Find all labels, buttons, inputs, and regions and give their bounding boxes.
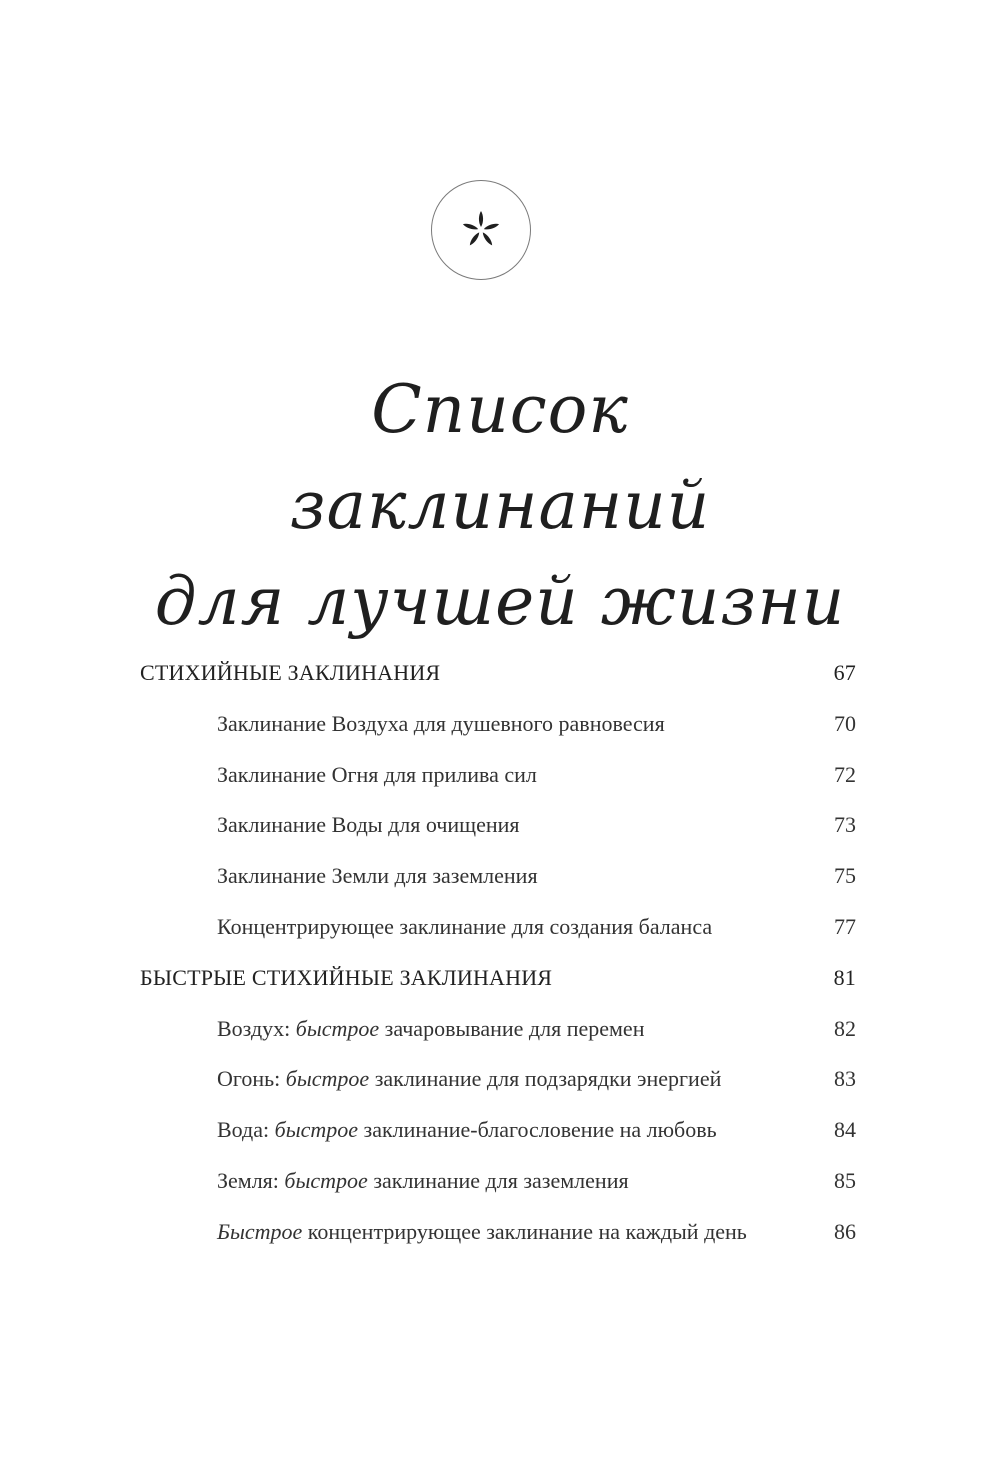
toc-entry[interactable]	[140, 902, 856, 953]
page-number: 81	[833, 964, 856, 990]
title-line-1: Список	[371, 371, 629, 449]
emblem-circle	[431, 180, 531, 280]
toc-entry[interactable]	[140, 699, 856, 750]
section-title: СТИХИЙНЫЕ ЗАКЛИНАНИЯ	[140, 660, 441, 685]
page-number: 70	[834, 710, 856, 736]
page-number: 77	[834, 913, 856, 939]
page-number: 84	[834, 1117, 856, 1143]
entry-title: Быстрое концентрирующее заклинание на каждый день	[217, 1218, 747, 1244]
entry-title: Заклинание Воздуха для душевного равновесия	[217, 710, 665, 736]
page-number: 72	[834, 761, 856, 787]
toc-entry[interactable]	[140, 1156, 856, 1207]
entry-title: Заклинание Огня для прилива сил	[217, 761, 537, 787]
toc-entry[interactable]	[140, 1105, 856, 1156]
page-number: 75	[834, 863, 856, 889]
five-petal-flower-icon	[459, 208, 503, 252]
entry-title: Заклинание Земли для заземления	[217, 863, 538, 889]
toc-entry[interactable]	[140, 800, 856, 851]
section-title: БЫСТРЫЕ СТИХИЙНЫЕ ЗАКЛИНАНИЯ	[140, 964, 553, 990]
entry-title: Заклинание Воды для очищения	[217, 812, 520, 838]
entry-title: Вода: быстрое заклинание-благословение на любовь	[217, 1117, 717, 1143]
table-of-contents	[140, 648, 856, 1258]
page-number: 83	[834, 1066, 856, 1092]
page-number: 86	[834, 1218, 856, 1244]
page-number: 85	[834, 1167, 856, 1193]
toc-entry[interactable]	[140, 750, 856, 801]
toc-section-heading[interactable]	[140, 648, 856, 699]
title-line-2: заклинаний	[289, 467, 711, 545]
entry-title: Огонь: быстрое заклинание для подзарядки энергией	[217, 1066, 722, 1092]
toc-entry[interactable]	[140, 1207, 856, 1258]
toc-section-heading[interactable]	[140, 953, 856, 1004]
entry-title: Воздух: быстрое зачаровывание для перемен	[217, 1015, 645, 1041]
entry-title: Концентрирующее заклинание для создания баланса	[217, 913, 713, 939]
page-number: 73	[834, 812, 856, 838]
page-title	[0, 362, 1000, 650]
toc-entry[interactable]	[140, 851, 856, 902]
toc-entry[interactable]	[140, 1004, 856, 1055]
entry-title: Земля: быстрое заклинание для заземления	[217, 1167, 629, 1193]
title-line-3: для лучшей жизни	[154, 563, 846, 641]
toc-entry[interactable]	[140, 1054, 856, 1105]
page-number: 82	[834, 1015, 856, 1041]
page-number: 67	[833, 660, 856, 685]
